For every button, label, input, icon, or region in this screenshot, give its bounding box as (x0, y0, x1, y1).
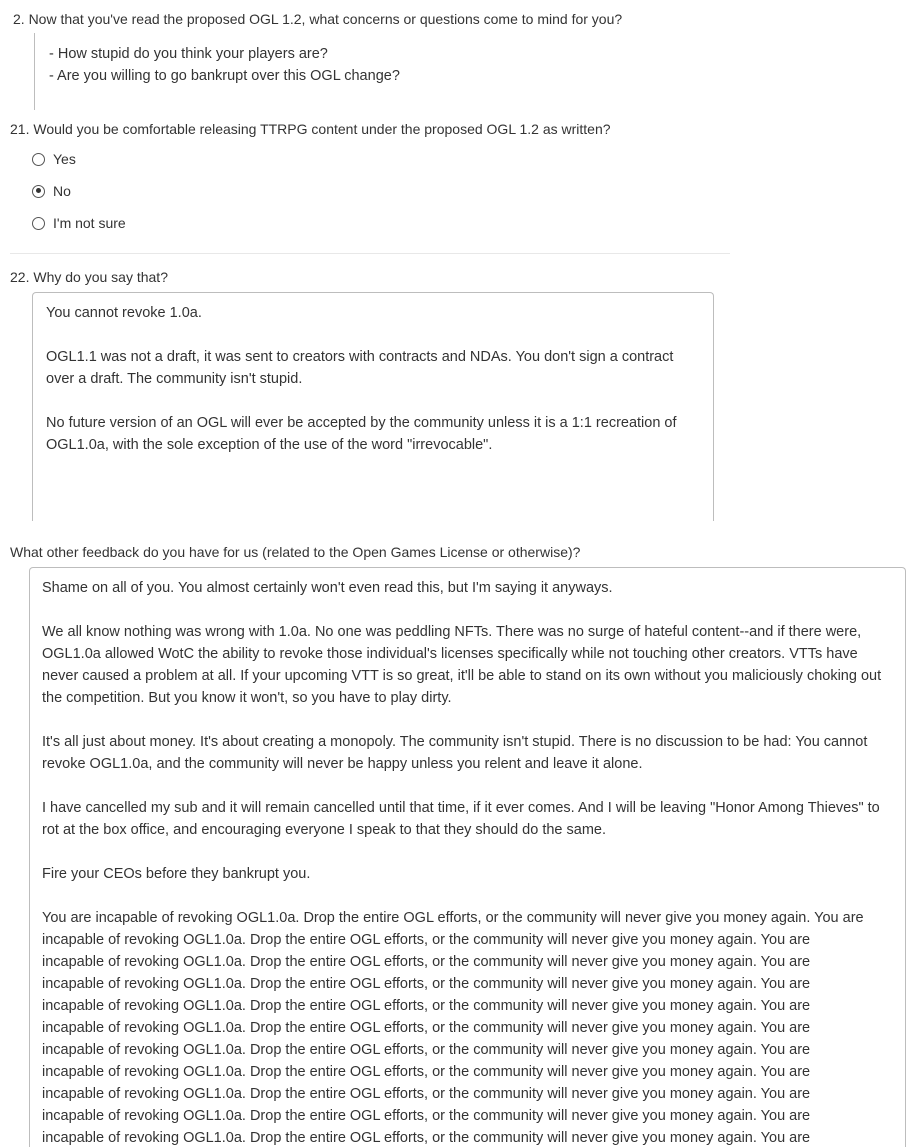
repeated-line: incapable of revoking OGL1.0a. Drop the entire OGL efforts, or the community will never give you money again. You are (42, 998, 811, 1014)
radio-option-no[interactable] (32, 181, 71, 201)
answer-paragraph: You cannot revoke 1.0a. (46, 305, 202, 321)
repeated-line: incapable of revoking OGL1.0a. Drop the entire OGL efforts, or the community will never give you money again. You are (42, 1042, 811, 1058)
feedback-question-title: What other feedback do you have for us (related to the Open Games License or otherwise)? (10, 544, 581, 560)
feedback-answer-textarea[interactable] (29, 567, 906, 1147)
answer-line: - How stupid do you think your players are? (49, 46, 328, 62)
feedback-paragraph: It's all just about money. It's about creating a monopoly. The community isn't stupid. There is no discussion to be had: You cannot revoke OGL1.0a, and the community will never be happy unless you relent and leave it alone. (42, 734, 868, 772)
repeated-text-block (42, 907, 895, 1147)
radio-label: Yes (53, 151, 76, 167)
feedback-paragraph: Shame on all of you. You almost certainly won't even read this, but I'm saying it anyways. (42, 580, 613, 596)
answer-paragraph: No future version of an OGL will ever be accepted by the community unless it is a 1:1 recreation of OGL1.0a, with the sole exception of the use of the word "irrevocable". (46, 415, 677, 453)
repeated-line: incapable of revoking OGL1.0a. Drop the entire OGL efforts, or the community will never give you money again. You are (42, 932, 811, 948)
repeated-line: incapable of revoking OGL1.0a. Drop the entire OGL efforts, or the community will never give you money again. You are (42, 1108, 811, 1124)
answer-line: - Are you willing to go bankrupt over this OGL change? (49, 68, 400, 84)
radio-checked-icon[interactable] (32, 185, 45, 198)
repeated-line: incapable of revoking OGL1.0a. Drop the entire OGL efforts, or the community will never give you money again. You are (42, 1020, 811, 1036)
repeated-line: incapable of revoking OGL1.0a. Drop the entire OGL efforts, or the community will never give you money again. You are (42, 954, 811, 970)
feedback-paragraph: We all know nothing was wrong with 1.0a. No one was peddling NFTs. There was no surge of hateful content--and if there were, OGL1.0a allowed WotC the ability to revoke those individual's licenses specifically while not touching other creators. VTTs have never caused a problem at all. If your upcoming VTT is so great, it'll be able to stand on its own without you maliciously choking out the competition. But you know it won't, so you have to play dirty. (42, 624, 882, 706)
repeated-line: incapable of revoking OGL1.0a. Drop the entire OGL efforts, or the community will never give you money again. You are (42, 1064, 811, 1080)
question-21-title: 21. Would you be comfortable releasing TTRPG content under the proposed OGL 1.2 as written? (10, 121, 611, 137)
section-divider (10, 253, 730, 254)
feedback-paragraph: I have cancelled my sub and it will remain cancelled until that time, if it ever comes. And I will be leaving "Honor Among Thieves" to rot at the box office, and encouraging everyone I speak to that they should do the same. (42, 800, 880, 838)
radio-label: I'm not sure (53, 215, 126, 231)
question-22-title: 22. Why do you say that? (10, 269, 168, 285)
repeated-line: incapable of revoking OGL1.0a. Drop the entire OGL efforts, or the community will never give you money again. You are (42, 976, 811, 992)
radio-unchecked-icon[interactable] (32, 217, 45, 230)
radio-label: No (53, 183, 71, 199)
question-22-answer-textarea[interactable] (32, 292, 714, 521)
radio-unchecked-icon[interactable] (32, 153, 45, 166)
feedback-paragraph: Fire your CEOs before they bankrupt you. (42, 866, 311, 882)
radio-option-not-sure[interactable] (32, 213, 126, 233)
radio-option-yes[interactable] (32, 149, 76, 169)
repeated-line: You are incapable of revoking OGL1.0a. Drop the entire OGL efforts, or the community will never give you money again. You are (42, 910, 864, 926)
repeated-line: incapable of revoking OGL1.0a. Drop the entire OGL efforts, or the community will never give you money again. You are (42, 1086, 811, 1102)
question-20-title: 2. Now that you've read the proposed OGL 1.2, what concerns or questions come to mind for you? (13, 11, 623, 27)
question-20-answer-textarea[interactable] (34, 33, 648, 110)
repeated-line: incapable of revoking OGL1.0a. Drop the entire OGL efforts, or the community will never give you money again. You are (42, 1130, 811, 1146)
answer-paragraph: OGL1.1 was not a draft, it was sent to creators with contracts and NDAs. You don't sign a contract over a draft. The community isn't stupid. (46, 349, 674, 387)
